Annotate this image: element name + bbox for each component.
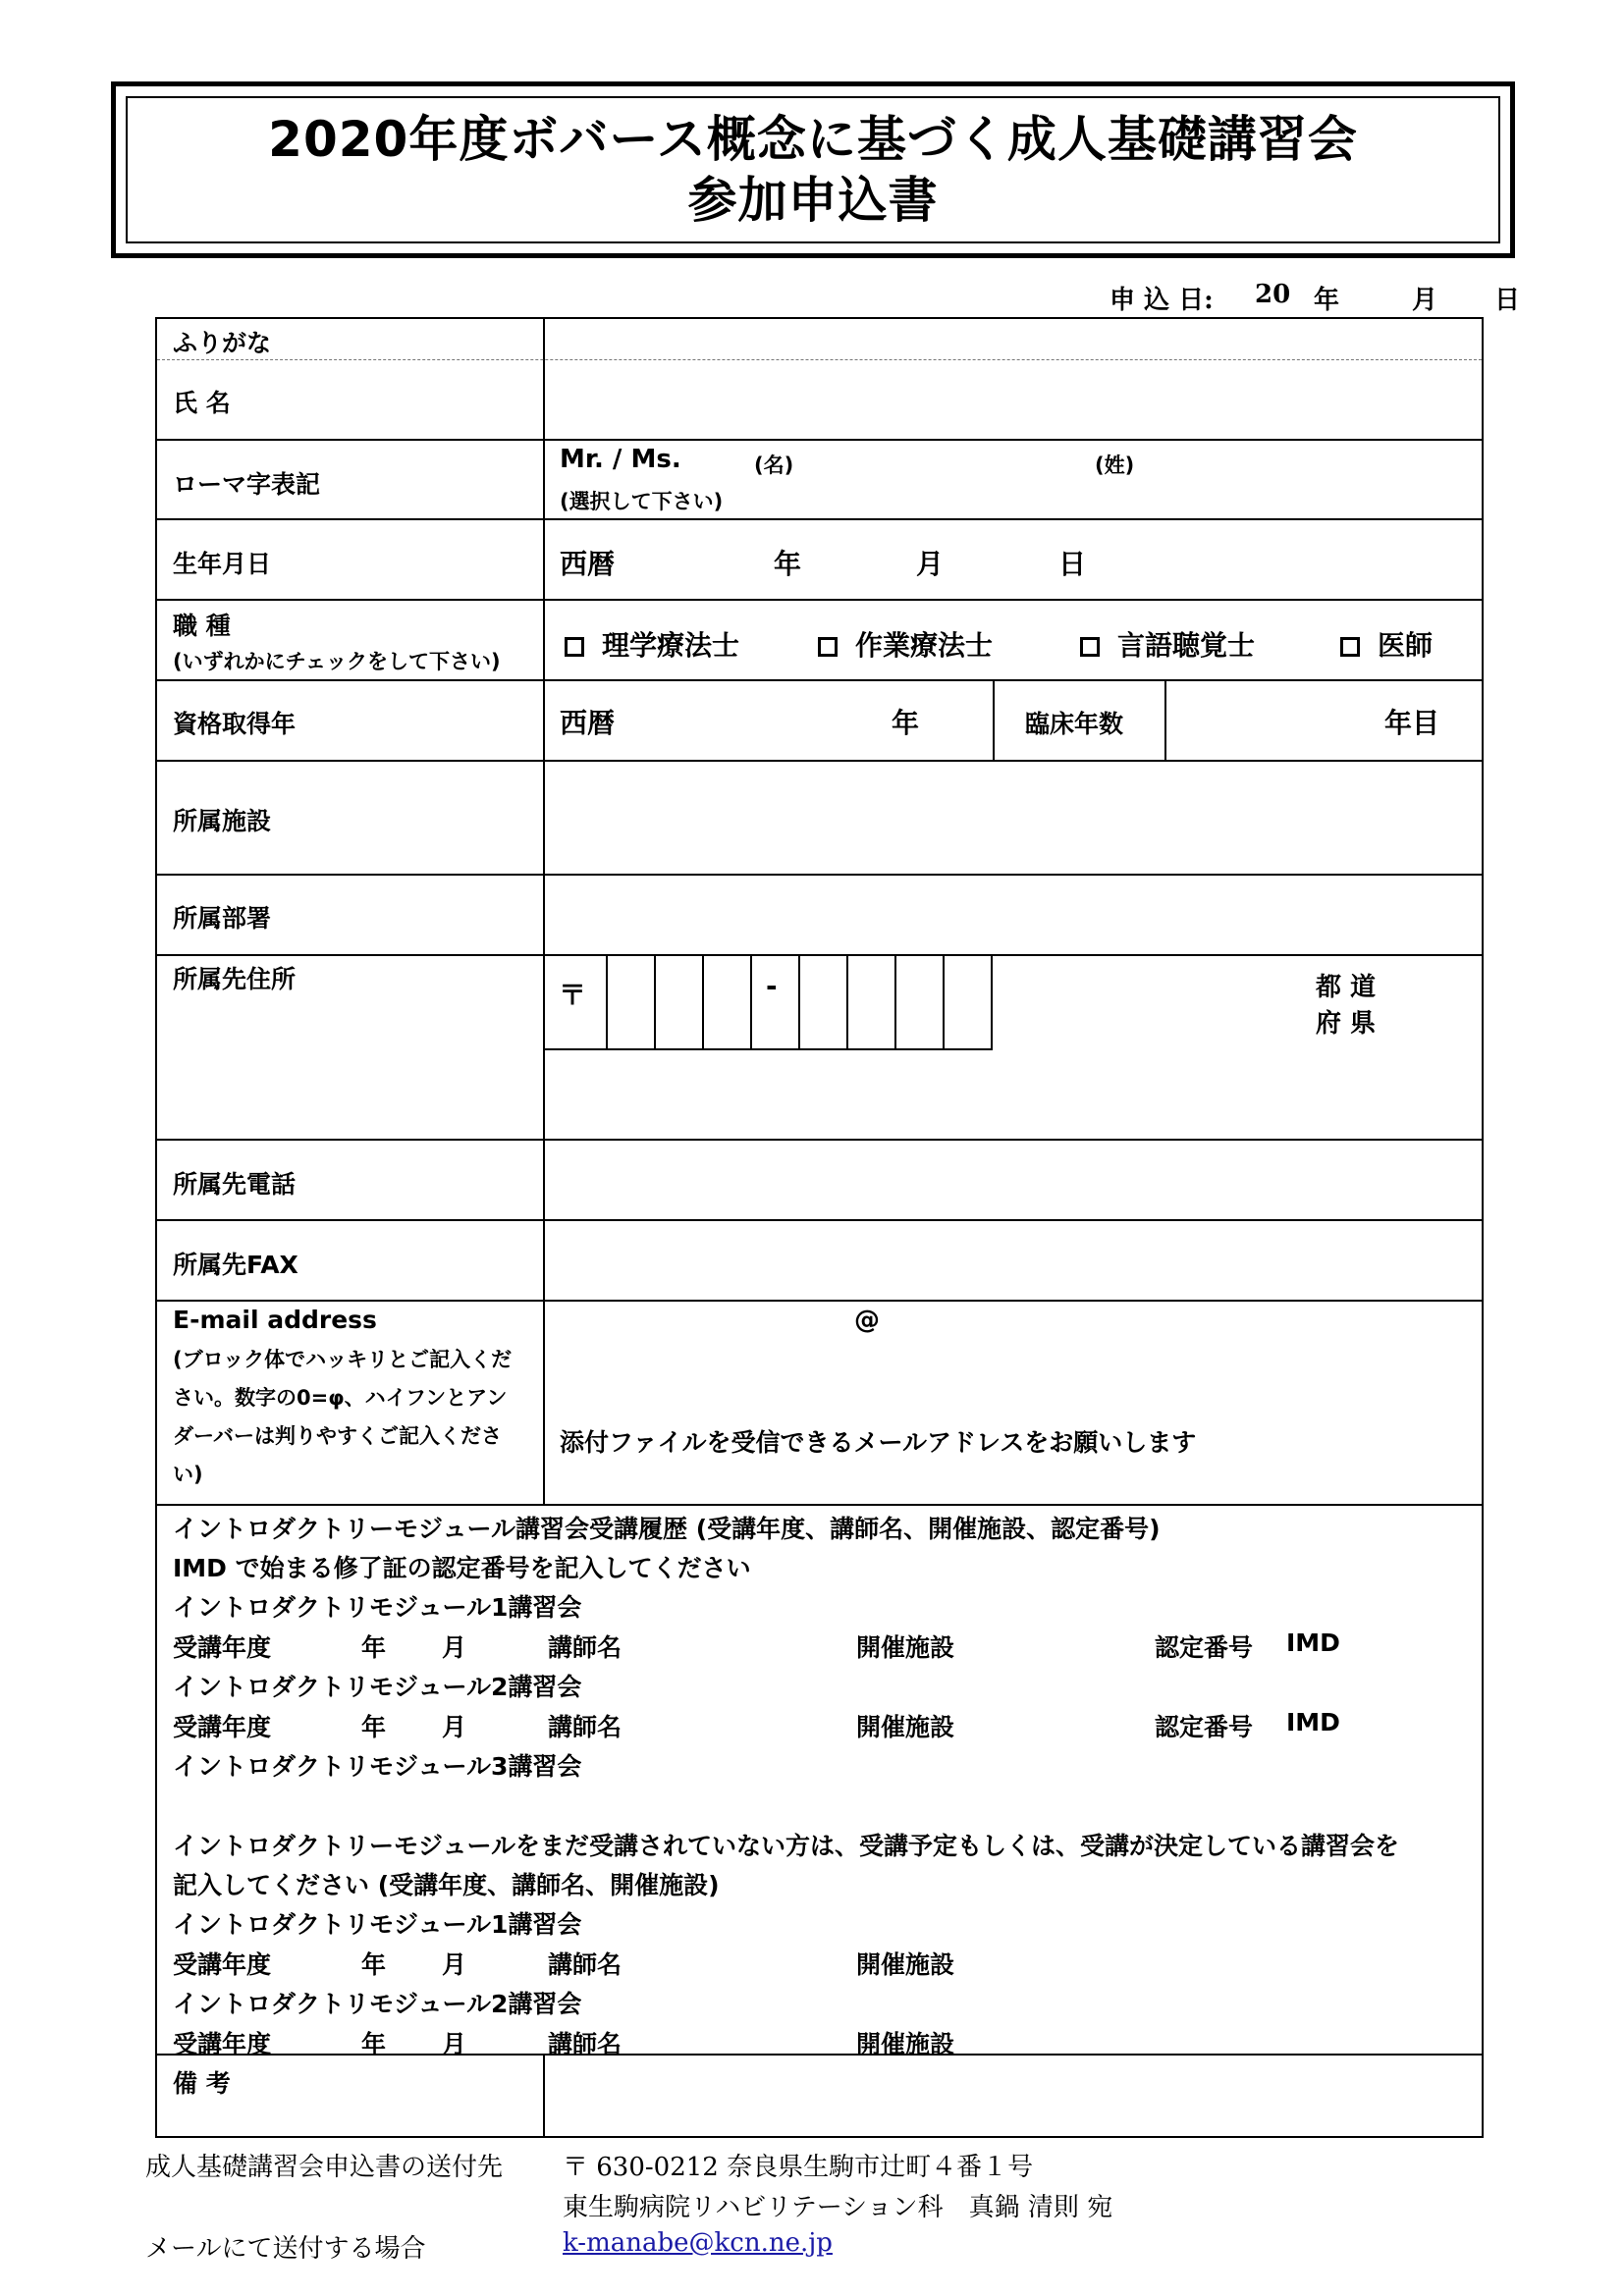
postal-mark: 〒 <box>545 956 608 1050</box>
license-year-unit: 年 <box>892 707 920 739</box>
occupation-md-label: 医師 <box>1378 629 1434 662</box>
not-taken-note-2: 記入してください (受講年度、講師名、開催施設) <box>173 1871 720 1899</box>
furigana-divider <box>157 359 1482 360</box>
row-line <box>157 599 1482 601</box>
clinical-years-label: 臨床年数 <box>1025 710 1124 738</box>
phone-label: 所属先電話 <box>173 1170 297 1199</box>
prefecture-label-1: 都 道 <box>1316 973 1377 1002</box>
email-note-4: い) <box>173 1463 203 1486</box>
postal-digit[interactable] <box>848 956 896 1050</box>
history-module1-year-unit: 年 <box>361 1633 387 1662</box>
history-module2-month-unit: 月 <box>442 1713 467 1741</box>
license-era: 西暦 <box>560 707 616 739</box>
history-module1-cert-label: 認定番号 <box>1155 1633 1254 1662</box>
birth-era: 西暦 <box>560 548 616 580</box>
send-to-label: 成人基礎講習会申込書の送付先 <box>145 2153 504 2182</box>
history-heading: イントロダクトリーモジュール講習会受講履歴 (受講年度、講師名、開催施設、認定番号) <box>173 1515 1161 1543</box>
fax-field[interactable] <box>545 1221 1484 1299</box>
send-to-address: 〒 630-0212 奈良県生駒市辻町４番１号 <box>563 2153 1034 2182</box>
planned-module1-instructor-label: 講師名 <box>548 1950 623 1979</box>
planned-module1-month-unit: 月 <box>442 1950 467 1979</box>
planned-module1-title: イントロダクトリモジュール1講習会 <box>173 1910 582 1939</box>
checkbox-icon[interactable] <box>1340 637 1360 657</box>
planned-module2-title: イントロダクトリモジュール2講習会 <box>173 1990 582 2018</box>
contact-email-link[interactable]: k-manabe@kcn.ne.jp <box>563 2228 833 2258</box>
history-module1-cert-prefix: IMD <box>1286 1629 1340 1657</box>
occupation-ot-label: 作業療法士 <box>855 629 994 662</box>
furigana-label: ふりがな <box>173 329 272 357</box>
occupation-option-st[interactable] <box>1080 624 1255 664</box>
history-module1-month-unit: 月 <box>442 1633 467 1662</box>
birth-year-unit: 年 <box>774 548 802 580</box>
occupation-option-md[interactable] <box>1340 624 1433 664</box>
occupation-label: 職 種 <box>173 612 231 640</box>
occupation-note: (いずれかにチェックをして下さい) <box>173 650 501 673</box>
email-field[interactable] <box>545 1302 1484 1410</box>
address-label: 所属先住所 <box>173 965 297 993</box>
facility-label: 所属施設 <box>173 807 272 835</box>
postal-digit[interactable] <box>945 956 993 1050</box>
email-note-1: (ブロック体でハッキリとご記入くだ <box>173 1348 513 1371</box>
title-box <box>111 81 1515 258</box>
honorific-select[interactable]: Mr. / Ms. <box>560 445 681 474</box>
checkbox-icon[interactable] <box>565 637 584 657</box>
application-year-unit: 年 <box>1314 286 1340 315</box>
row-line <box>157 679 1482 681</box>
history-module2-year-unit: 年 <box>361 1713 387 1741</box>
email-instruction: 添付ファイルを受信できるメールアドレスをお願いします <box>560 1428 1197 1457</box>
history-module1-title: イントロダクトリモジュール1講習会 <box>173 1593 582 1622</box>
email-label: E-mail address <box>173 1306 377 1334</box>
planned-module1-year-label: 受講年度 <box>173 1950 272 1979</box>
planned-module2-venue-label: 開催施設 <box>856 2030 955 2058</box>
email-note-3: ダーバーは判りやすくご記入くださ <box>173 1424 502 1448</box>
birthdate-label: 生年月日 <box>173 550 272 578</box>
remarks-label: 備 考 <box>173 2069 231 2098</box>
postal-digit[interactable] <box>896 956 945 1050</box>
occupation-pt-label: 理学療法士 <box>602 629 740 662</box>
occupation-option-pt[interactable] <box>565 624 739 664</box>
application-year-prefix: 20 <box>1255 280 1291 309</box>
history-module1-year-label: 受講年度 <box>173 1633 272 1662</box>
application-month-unit: 月 <box>1412 286 1438 315</box>
checkbox-icon[interactable] <box>1080 637 1100 657</box>
row-line <box>157 1504 1482 1506</box>
history-module1-venue-label: 開催施設 <box>856 1633 955 1662</box>
birth-day-unit: 日 <box>1058 548 1087 580</box>
birth-month-unit: 月 <box>916 548 945 580</box>
row-line <box>993 679 995 760</box>
history-module2-instructor-label: 講師名 <box>548 1713 623 1741</box>
planned-module1-year-unit: 年 <box>361 1950 387 1979</box>
form-title: 2020年度ボバース概念に基づく成人基礎講習会 <box>268 111 1358 168</box>
planned-module2-month-unit: 月 <box>442 2030 467 2058</box>
occupation-st-label: 言語聴覚士 <box>1117 629 1256 662</box>
application-form <box>155 317 1484 2138</box>
row-line <box>157 439 1482 441</box>
family-name-label: (姓) <box>1095 454 1135 477</box>
furigana-field[interactable] <box>545 321 1484 358</box>
postal-digit[interactable] <box>704 956 752 1050</box>
department-field[interactable] <box>545 876 1484 953</box>
history-module2-cert-prefix: IMD <box>1286 1708 1340 1736</box>
prefecture-label-2: 府 県 <box>1316 1009 1377 1039</box>
postal-dash: - <box>752 956 800 1050</box>
facility-field[interactable] <box>545 762 1484 873</box>
planned-module1-venue-label: 開催施設 <box>856 1950 955 1979</box>
title-inner-frame <box>126 96 1500 243</box>
history-module2-title: イントロダクトリモジュール2講習会 <box>173 1673 582 1701</box>
email-at-sign: @ <box>854 1306 880 1335</box>
remarks-field[interactable] <box>545 2056 1484 2138</box>
row-line <box>157 518 1482 520</box>
postal-digit[interactable] <box>608 956 656 1050</box>
history-module2-venue-label: 開催施設 <box>856 1713 955 1741</box>
history-module2-year-label: 受講年度 <box>173 1713 272 1741</box>
application-day-unit: 日 <box>1494 286 1521 315</box>
name-label: 氏 名 <box>173 389 231 417</box>
history-module2-cert-label: 認定番号 <box>1155 1713 1254 1741</box>
department-label: 所属部署 <box>173 904 272 933</box>
given-name-label: (名) <box>754 454 794 477</box>
fax-label: 所属先FAX <box>173 1251 298 1279</box>
email-send-label: メールにて送付する場合 <box>145 2234 426 2264</box>
name-field[interactable] <box>545 361 1484 438</box>
postal-digit[interactable] <box>800 956 848 1050</box>
romaji-note: (選択して下さい) <box>560 490 724 513</box>
history-module3-title: イントロダクトリモジュール3講習会 <box>173 1752 582 1781</box>
postal-digit[interactable] <box>656 956 704 1050</box>
form-subtitle: 参加申込書 <box>687 172 939 229</box>
clinical-years-unit: 年目 <box>1384 707 1440 739</box>
license-label: 資格取得年 <box>173 710 297 738</box>
postal-code-boxes <box>545 956 993 1050</box>
email-note-2: さい。数字の0=φ、ハイフンとアン <box>173 1386 508 1410</box>
planned-module2-year-label: 受講年度 <box>173 2030 272 2058</box>
phone-field[interactable] <box>545 1141 1484 1218</box>
occupation-option-ot[interactable] <box>818 624 993 664</box>
row-line <box>1164 679 1166 760</box>
not-taken-note-1: イントロダクトリーモジュールをまだ受講されていない方は、受講予定もしくは、受講が決定している講習会を <box>173 1832 1400 1860</box>
checkbox-icon[interactable] <box>818 637 838 657</box>
planned-module2-year-unit: 年 <box>361 2030 387 2058</box>
planned-module2-instructor-label: 講師名 <box>548 2030 623 2058</box>
romaji-label: ローマ字表記 <box>173 470 321 499</box>
send-to-recipient: 東生駒病院リハビリテーション科 真鍋 清則 宛 <box>563 2193 1113 2222</box>
history-module1-instructor-label: 講師名 <box>548 1633 623 1662</box>
address-field[interactable] <box>545 1052 1484 1137</box>
imd-note: IMD で始まる修了証の認定番号を記入してください <box>173 1554 751 1582</box>
application-date-label: 申 込 日: <box>1110 286 1214 315</box>
